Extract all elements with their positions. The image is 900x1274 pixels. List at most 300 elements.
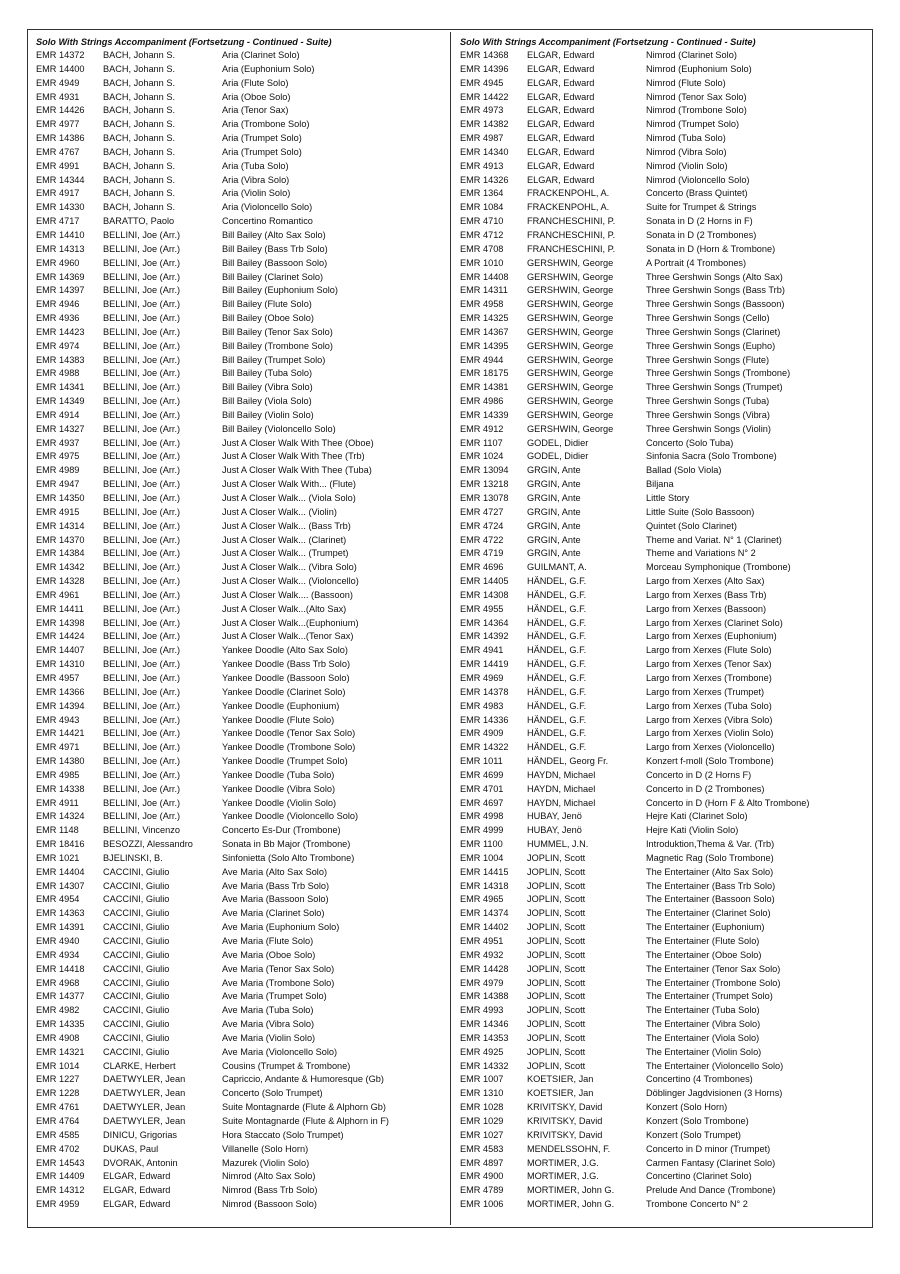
work-title: Yankee Doodle (Bass Trb Solo)	[222, 659, 351, 670]
catalog-row	[36, 49, 452, 63]
catalog-number: EMR 4697	[460, 797, 504, 808]
composer-name: DAETWYLER, Jean	[103, 1102, 186, 1113]
work-title: Döblinger Jagdvisionen (3 Horns)	[646, 1088, 783, 1099]
catalog-number: EMR 14340	[460, 146, 509, 157]
catalog-row	[460, 714, 876, 728]
catalog-row	[36, 381, 452, 395]
catalog-row	[460, 91, 876, 105]
composer-name: GERSHWIN, George	[527, 340, 614, 351]
catalog-row	[36, 1198, 452, 1212]
catalog-row	[460, 160, 876, 174]
catalog-number: EMR 14418	[36, 963, 85, 974]
work-title: Yankee Doodle (Bassoon Solo)	[222, 672, 350, 683]
work-title: Three Gershwin Songs (Bass Trb)	[646, 285, 785, 296]
catalog-row	[460, 229, 876, 243]
composer-name: CACCINI, Giulio	[103, 1019, 170, 1030]
work-title: Introduktion,Thema & Var. (Trb)	[646, 839, 775, 850]
catalog-number: EMR 1084	[460, 202, 504, 213]
catalog-row	[460, 907, 876, 921]
composer-name: BACH, Johann S.	[103, 202, 176, 213]
right-column	[460, 35, 876, 1212]
composer-name: DUKAS, Paul	[103, 1143, 159, 1154]
catalog-number: EMR 14404	[36, 866, 85, 877]
composer-name: HÄNDEL, G.F.	[527, 631, 587, 642]
catalog-row	[36, 1087, 452, 1101]
catalog-number: EMR 4983	[460, 700, 504, 711]
catalog-number: EMR 4936	[36, 313, 80, 324]
catalog-number: EMR 14344	[36, 174, 85, 185]
work-title: Concerto (Brass Quintet)	[646, 188, 748, 199]
work-title: The Entertainer (Clarinet Solo)	[646, 908, 771, 919]
composer-name: HÄNDEL, G.F.	[527, 617, 587, 628]
catalog-number: EMR 4987	[460, 133, 504, 144]
catalog-row	[460, 686, 876, 700]
catalog-row	[460, 977, 876, 991]
work-title: Just A Closer Walk... (Violin)	[222, 506, 337, 517]
composer-name: HÄNDEL, G.F.	[527, 728, 587, 739]
composer-name: CACCINI, Giulio	[103, 922, 170, 933]
catalog-number: EMR 4699	[460, 769, 504, 780]
catalog-row	[460, 963, 876, 977]
composer-name: BELLINI, Joe (Arr.)	[103, 811, 181, 822]
catalog-row	[460, 367, 876, 381]
work-title: Bill Bailey (Vibra Solo)	[222, 382, 313, 393]
catalog-number: EMR 4925	[460, 1046, 504, 1057]
catalog-number: EMR 4988	[36, 368, 80, 379]
work-title: Aria (Tenor Sax)	[222, 105, 289, 116]
catalog-number: EMR 14336	[460, 714, 509, 725]
composer-name: DAETWYLER, Jean	[103, 1074, 186, 1085]
catalog-number: EMR 4724	[460, 520, 504, 531]
work-title: Konzert (Solo Horn)	[646, 1102, 728, 1113]
catalog-row	[36, 977, 452, 991]
composer-name: BELLINI, Joe (Arr.)	[103, 672, 181, 683]
work-title: Bill Bailey (Clarinet Solo)	[222, 271, 324, 282]
catalog-number: EMR 4982	[36, 1005, 80, 1016]
composer-name: JOPLIN, Scott	[527, 1019, 586, 1030]
composer-name: JOPLIN, Scott	[527, 866, 586, 877]
work-title: Bill Bailey (Flute Solo)	[222, 299, 312, 310]
catalog-row	[460, 492, 876, 506]
work-title: Morceau Symphonique (Trombone)	[646, 562, 791, 573]
composer-name: BELLINI, Joe (Arr.)	[103, 423, 181, 434]
catalog-number: EMR 14394	[36, 700, 85, 711]
composer-name: ELGAR, Edward	[527, 174, 595, 185]
work-title: Nimrod (Clarinet Solo)	[646, 50, 737, 60]
composer-name: KRIVITSKY, David	[527, 1102, 603, 1113]
catalog-row	[460, 49, 876, 63]
catalog-row	[460, 1170, 876, 1184]
composer-name: HÄNDEL, G.F.	[527, 589, 587, 600]
work-title: The Entertainer (Bass Trb Solo)	[646, 880, 776, 891]
catalog-row	[36, 271, 452, 285]
composer-name: DAETWYLER, Jean	[103, 1115, 186, 1126]
catalog-row	[460, 1046, 876, 1060]
work-title: Prelude And Dance (Trombone)	[646, 1185, 776, 1196]
catalog-number: EMR 14330	[36, 202, 85, 213]
work-title: Biljana	[646, 479, 674, 490]
composer-name: BELLINI, Joe (Arr.)	[103, 257, 181, 268]
catalog-row	[36, 492, 452, 506]
work-title: Bill Bailey (Tuba Solo)	[222, 368, 313, 379]
composer-name: BESOZZI, Alessandro	[103, 839, 193, 850]
composer-name: KOETSIER, Jan	[527, 1074, 594, 1085]
catalog-number: EMR 4968	[36, 977, 80, 988]
composer-name: ELGAR, Edward	[527, 50, 595, 60]
catalog-row	[36, 354, 452, 368]
composer-name: BELLINI, Joe (Arr.)	[103, 548, 181, 559]
catalog-row	[36, 1060, 452, 1074]
catalog-row	[460, 520, 876, 534]
composer-name: ELGAR, Edward	[527, 119, 595, 130]
catalog-row	[460, 395, 876, 409]
composer-name: HAYDN, Michael	[527, 769, 596, 780]
catalog-row	[36, 326, 452, 340]
catalog-row	[36, 644, 452, 658]
catalog-number: EMR 4913	[460, 160, 504, 171]
catalog-number: EMR 4954	[36, 894, 80, 905]
work-title: Little Story	[646, 493, 690, 503]
work-title: Largo from Xerxes (Bassoon)	[646, 603, 766, 614]
work-title: Just A Closer Walk With Thee (Tuba)	[222, 465, 372, 476]
catalog-row	[460, 187, 876, 201]
catalog-number: EMR 4944	[460, 354, 504, 365]
catalog-number: EMR 4702	[36, 1143, 80, 1154]
catalog-number: EMR 4937	[36, 437, 80, 448]
catalog-number: EMR 1007	[460, 1074, 504, 1085]
catalog-number: EMR 4701	[460, 783, 504, 794]
catalog-row	[36, 160, 452, 174]
catalog-number: EMR 4708	[460, 243, 504, 254]
catalog-number: EMR 14382	[460, 119, 509, 130]
work-title: Three Gershwin Songs (Trombone)	[646, 368, 791, 379]
catalog-row	[460, 478, 876, 492]
work-title: Konzert (Solo Trombone)	[646, 1115, 749, 1126]
catalog-row	[460, 146, 876, 160]
work-title: Ave Maria (Clarinet Solo)	[222, 908, 325, 919]
composer-name: BELLINI, Joe (Arr.)	[103, 589, 181, 600]
composer-name: JOPLIN, Scott	[527, 1060, 586, 1071]
catalog-number: EMR 14363	[36, 908, 85, 919]
composer-name: BELLINI, Joe (Arr.)	[103, 742, 181, 753]
composer-name: BELLINI, Joe (Arr.)	[103, 714, 181, 725]
catalog-number: EMR 1107	[460, 437, 503, 448]
catalog-number: EMR 1004	[460, 852, 504, 863]
composer-name: GRGIN, Ante	[527, 465, 581, 476]
catalog-row	[460, 810, 876, 824]
work-title: Three Gershwin Songs (Trumpet)	[646, 382, 783, 393]
catalog-number: EMR 14408	[460, 271, 509, 282]
composer-name: HAYDN, Michael	[527, 797, 596, 808]
catalog-row	[36, 714, 452, 728]
catalog-row	[460, 617, 876, 631]
work-title: Ave Maria (Oboe Solo)	[222, 949, 316, 960]
catalog-number: EMR 13218	[460, 479, 509, 490]
catalog-number: EMR 14426	[36, 105, 85, 116]
work-title: Just A Closer Walk... (Bass Trb)	[222, 520, 351, 531]
work-title: Nimrod (Bassoon Solo)	[222, 1199, 317, 1210]
work-title: Concertino (4 Trombones)	[646, 1074, 753, 1085]
composer-name: GERSHWIN, George	[527, 396, 614, 407]
composer-name: BACH, Johann S.	[103, 160, 176, 171]
composer-name: BELLINI, Joe (Arr.)	[103, 562, 181, 573]
composer-name: BELLINI, Joe (Arr.)	[103, 382, 181, 393]
composer-name: GERSHWIN, George	[527, 409, 614, 420]
composer-name: BELLINI, Joe (Arr.)	[103, 451, 181, 462]
catalog-number: EMR 4931	[36, 91, 80, 102]
work-title: Largo from Xerxes (Violoncello)	[646, 742, 775, 753]
composer-name: GRGIN, Ante	[527, 493, 581, 503]
work-title: The Entertainer (Euphonium)	[646, 922, 765, 933]
composer-name: BELLINI, Joe (Arr.)	[103, 409, 181, 420]
work-title: Capriccio, Andante & Humoresque (Gb)	[222, 1074, 384, 1085]
catalog-row	[36, 1073, 452, 1087]
composer-name: BELLINI, Joe (Arr.)	[103, 299, 181, 310]
composer-name: BELLINI, Joe (Arr.)	[103, 243, 181, 254]
work-title: Suite Montagnarde (Flute & Alphorn in F)	[222, 1115, 389, 1126]
work-title: The Entertainer (Vibra Solo)	[646, 1019, 761, 1030]
composer-name: GRGIN, Ante	[527, 548, 581, 559]
catalog-row	[460, 755, 876, 769]
composer-name: ELGAR, Edward	[103, 1199, 171, 1210]
composer-name: HÄNDEL, G.F.	[527, 645, 587, 656]
work-title: Hejre Kati (Clarinet Solo)	[646, 811, 748, 822]
work-title: Just A Closer Walk...(Tenor Sax)	[222, 631, 354, 642]
composer-name: BELLINI, Joe (Arr.)	[103, 340, 181, 351]
composer-name: JOPLIN, Scott	[527, 1046, 586, 1057]
catalog-number: EMR 4917	[36, 188, 80, 199]
composer-name: JOPLIN, Scott	[527, 908, 586, 919]
catalog-row	[460, 271, 876, 285]
catalog-number: EMR 4911	[36, 797, 79, 808]
work-title: Sonata in D (2 Horns in F)	[646, 216, 753, 227]
composer-name: BELLINI, Joe (Arr.)	[103, 229, 181, 240]
catalog-number: EMR 4909	[460, 728, 504, 739]
catalog-number: EMR 14374	[460, 908, 509, 919]
work-title: Hejre Kati (Violin Solo)	[646, 825, 739, 836]
work-title: Yankee Doodle (Violin Solo)	[222, 797, 337, 808]
work-title: Nimrod (Alto Sax Solo)	[222, 1171, 316, 1182]
composer-name: ELGAR, Edward	[527, 91, 595, 102]
catalog-row	[460, 852, 876, 866]
left-column	[36, 35, 452, 1212]
catalog-number: EMR 1364	[460, 188, 504, 199]
catalog-number: EMR 4949	[36, 77, 80, 88]
composer-name: BELLINI, Joe (Arr.)	[103, 437, 181, 448]
work-title: The Entertainer (Alto Sax Solo)	[646, 866, 774, 877]
work-title: Nimrod (Bass Trb Solo)	[222, 1185, 318, 1196]
work-title: Just A Closer Walk... (Trumpet)	[222, 548, 349, 559]
catalog-number: EMR 14368	[460, 50, 509, 60]
composer-name: CACCINI, Giulio	[103, 977, 170, 988]
work-title: Concerto (Solo Trumpet)	[222, 1088, 323, 1099]
work-title: Ave Maria (Tuba Solo)	[222, 1005, 314, 1016]
catalog-row	[36, 658, 452, 672]
work-title: Largo from Xerxes (Clarinet Solo)	[646, 617, 783, 628]
composer-name: HÄNDEL, G.F.	[527, 576, 587, 587]
catalog-row	[36, 769, 452, 783]
catalog-number: EMR 14342	[36, 562, 85, 573]
work-title: Suite Montagnarde (Flute & Alphorn Gb)	[222, 1102, 386, 1113]
catalog-row	[460, 700, 876, 714]
work-title: Aria (Clarinet Solo)	[222, 50, 300, 60]
composer-name: GERSHWIN, George	[527, 326, 614, 337]
composer-name: GERSHWIN, George	[527, 285, 614, 296]
composer-name: HUBAY, Jenö	[527, 825, 582, 836]
catalog-row	[36, 423, 452, 437]
catalog-number: EMR 1006	[460, 1199, 504, 1210]
composer-name: BACH, Johann S.	[103, 105, 176, 116]
work-title: Quintet (Solo Clarinet)	[646, 520, 737, 531]
catalog-number: EMR 14405	[460, 576, 509, 587]
catalog-row	[36, 506, 452, 520]
work-title: Sonata in D (2 Trombones)	[646, 229, 757, 240]
catalog-number: EMR 14308	[460, 589, 509, 600]
catalog-number: EMR 4585	[36, 1129, 80, 1140]
catalog-number: EMR 14424	[36, 631, 85, 642]
composer-name: BELLINI, Joe (Arr.)	[103, 354, 181, 365]
composer-name: CACCINI, Giulio	[103, 866, 170, 877]
work-title: Ave Maria (Vibra Solo)	[222, 1019, 315, 1030]
composer-name: CACCINI, Giulio	[103, 991, 170, 1002]
composer-name: BELLINI, Joe (Arr.)	[103, 783, 181, 794]
work-title: Nimrod (Violin Solo)	[646, 160, 728, 171]
work-title: Just A Closer Walk... (Clarinet)	[222, 534, 347, 545]
work-title: Little Suite (Solo Bassoon)	[646, 506, 755, 517]
work-title: Nimrod (Flute Solo)	[646, 77, 726, 88]
catalog-row	[460, 1198, 876, 1212]
work-title: Yankee Doodle (Alto Sax Solo)	[222, 645, 348, 656]
catalog-number: EMR 4943	[36, 714, 80, 725]
work-title: Ave Maria (Tenor Sax Solo)	[222, 963, 335, 974]
catalog-row	[36, 907, 452, 921]
catalog-number: EMR 4789	[460, 1185, 504, 1196]
catalog-row	[36, 617, 452, 631]
work-title: Three Gershwin Songs (Flute)	[646, 354, 770, 365]
composer-name: GRGIN, Ante	[527, 506, 581, 517]
catalog-row	[36, 893, 452, 907]
catalog-number: EMR 4897	[460, 1157, 504, 1168]
catalog-row	[36, 450, 452, 464]
catalog-row	[460, 741, 876, 755]
composer-name: BJELINSKI, B.	[103, 852, 163, 863]
composer-name: MENDELSSOHN, F.	[527, 1143, 611, 1154]
catalog-number: EMR 4979	[460, 977, 504, 988]
composer-name: ELGAR, Edward	[527, 105, 595, 116]
catalog-number: EMR 4761	[36, 1102, 80, 1113]
work-title: Suite for Trumpet & Strings	[646, 202, 757, 213]
work-title: Nimrod (Trumpet Solo)	[646, 119, 740, 130]
catalog-row	[36, 367, 452, 381]
catalog-number: EMR 14391	[36, 922, 85, 933]
catalog-number: EMR 14338	[36, 783, 85, 794]
catalog-number: EMR 1014	[36, 1060, 80, 1071]
composer-name: KRIVITSKY, David	[527, 1129, 603, 1140]
composer-name: ELGAR, Edward	[103, 1171, 171, 1182]
composer-name: ELGAR, Edward	[527, 77, 595, 88]
catalog-row	[36, 437, 452, 451]
composer-name: HÄNDEL, G.F.	[527, 700, 587, 711]
catalog-row	[36, 1032, 452, 1046]
catalog-number: EMR 4712	[460, 229, 504, 240]
catalog-number: EMR 4583	[460, 1143, 504, 1154]
catalog-row	[460, 1101, 876, 1115]
catalog-number: EMR 1028	[460, 1102, 504, 1113]
work-title: Largo from Xerxes (Vibra Solo)	[646, 714, 773, 725]
catalog-number: EMR 4912	[460, 423, 504, 434]
composer-name: BACH, Johann S.	[103, 146, 176, 157]
catalog-number: EMR 1011	[460, 756, 503, 767]
catalog-row	[460, 409, 876, 423]
catalog-row	[460, 921, 876, 935]
catalog-number: EMR 1228	[36, 1088, 80, 1099]
work-title: A Portrait (4 Trombones)	[646, 257, 747, 268]
catalog-number: EMR 18416	[36, 839, 85, 850]
catalog-row	[36, 575, 452, 589]
work-title: Concerto Es-Dur (Trombone)	[222, 825, 341, 836]
work-title: Mazurek (Violin Solo)	[222, 1157, 310, 1168]
work-title: Carmen Fantasy (Clarinet Solo)	[646, 1157, 776, 1168]
catalog-row	[460, 506, 876, 520]
composer-name: FRACKENPOHL, A.	[527, 188, 610, 199]
catalog-number: EMR 14311	[460, 285, 508, 296]
catalog-row	[36, 700, 452, 714]
catalog-row	[36, 77, 452, 91]
catalog-row	[460, 866, 876, 880]
work-title: Largo from Xerxes (Bass Trb)	[646, 589, 767, 600]
catalog-number: EMR 14411	[36, 603, 84, 614]
catalog-row	[36, 797, 452, 811]
catalog-number: EMR 4915	[36, 506, 80, 517]
composer-name: BELLINI, Joe (Arr.)	[103, 700, 181, 711]
work-title: Just A Closer Walk...(Euphonium)	[222, 617, 359, 628]
left-column-header: Solo With Strings Accompaniment (Fortsetzung - Continued - Suite)	[36, 37, 332, 47]
catalog-number: EMR 4722	[460, 534, 504, 545]
composer-name: BELLINI, Joe (Arr.)	[103, 645, 181, 656]
catalog-number: EMR 4989	[36, 465, 80, 476]
catalog-row	[460, 727, 876, 741]
work-title: Ave Maria (Alto Sax Solo)	[222, 866, 328, 877]
catalog-number: EMR 14321	[36, 1046, 85, 1057]
catalog-row	[460, 312, 876, 326]
work-title: Theme and Variations N° 2	[646, 548, 756, 559]
composer-name: JOPLIN, Scott	[527, 977, 586, 988]
catalog-row	[460, 1129, 876, 1143]
composer-name: FRACKENPOHL, A.	[527, 202, 610, 213]
catalog-number: EMR 14396	[460, 63, 509, 74]
work-title: Largo from Xerxes (Violin Solo)	[646, 728, 774, 739]
catalog-number: EMR 4993	[460, 1005, 504, 1016]
work-title: The Entertainer (Flute Solo)	[646, 936, 760, 946]
catalog-number: EMR 14314	[36, 520, 85, 531]
catalog-number: EMR 14428	[460, 963, 509, 974]
catalog-number: EMR 14384	[36, 548, 85, 559]
composer-name: BELLINI, Joe (Arr.)	[103, 617, 181, 628]
composer-name: BELLINI, Joe (Arr.)	[103, 686, 181, 697]
composer-name: DINICU, Grigorias	[103, 1129, 178, 1140]
composer-name: BELLINI, Joe (Arr.)	[103, 493, 181, 503]
catalog-number: EMR 1100	[460, 839, 503, 850]
catalog-number: EMR 14366	[36, 686, 85, 697]
work-title: Aria (Trumpet Solo)	[222, 146, 302, 157]
work-title: Three Gershwin Songs (Bassoon)	[646, 299, 785, 310]
catalog-row	[36, 603, 452, 617]
composer-name: HAYDN, Michael	[527, 783, 596, 794]
catalog-row	[36, 561, 452, 575]
catalog-number: EMR 13094	[460, 465, 509, 476]
catalog-number: EMR 14339	[460, 409, 509, 420]
catalog-row	[460, 340, 876, 354]
